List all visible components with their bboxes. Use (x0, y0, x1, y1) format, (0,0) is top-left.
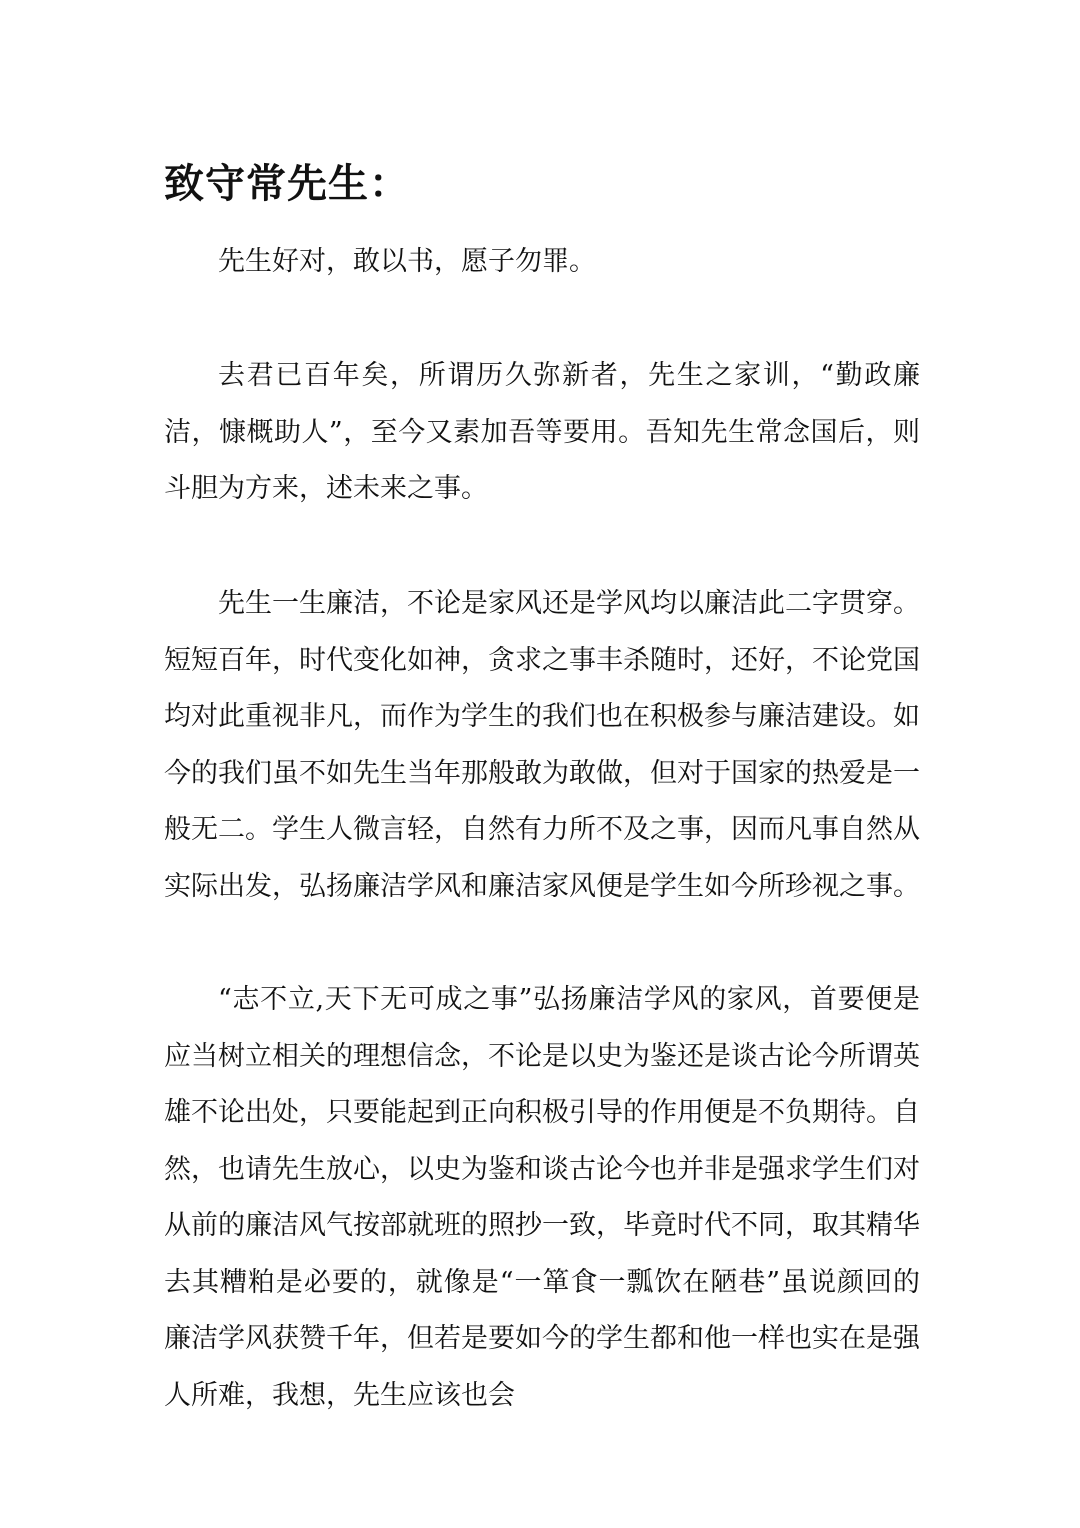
paragraph-family-motto: 去君已百年矣，所谓历久弥新者，先生之家训，“勤政廉洁，慷概助人”，至今又素加吾等要用。吾知先生常念国后，则斗胆为方来，述未来之事。 (164, 360, 920, 504)
paragraph-integrity: 先生一生廉洁，不论是家风还是学风均以廉洁此二字贯穿。短短百年，时代变化如神，贪求之事丰杀随时，还好，不论党国均对此重视非凡，而作为学生的我们也在积极参与廉洁建设。如今的我们虽不如先生当年那般敢为敢做，但对于国家的热爱是一般无二。学生人微言轻，自然有力所不及之事，因而凡事自然从实际出发，弘扬廉洁学风和廉洁家风便是学生如今所珍视之事。 (164, 588, 920, 902)
paragraph-greeting: 先生好对，敢以书，愿子勿罪。 (218, 246, 596, 277)
letter-title: 致守常先生： (164, 161, 410, 207)
paragraph-ideals: “志不立,天下无可成之事”弘扬廉洁学风的家风，首要便是应当树立相关的理想信念，不论是以史为鉴还是谈古论今所谓英雄不论出处，只要能起到正向积极引导的作用便是不负期待。自然，也请先生放心，以史为鉴和谈古论今也并非是强求学生们对从前的廉洁风气按部就班的照抄一致，毕竟时代不同，取其精华去其糟粕是必要的，就像是“一箪食一瓢饮在陋巷”虽说颜回的廉洁学风获赞千年，但若是要如今的学生都和他一样也实在是强人所难，我想，先生应该也会 (164, 984, 920, 1411)
